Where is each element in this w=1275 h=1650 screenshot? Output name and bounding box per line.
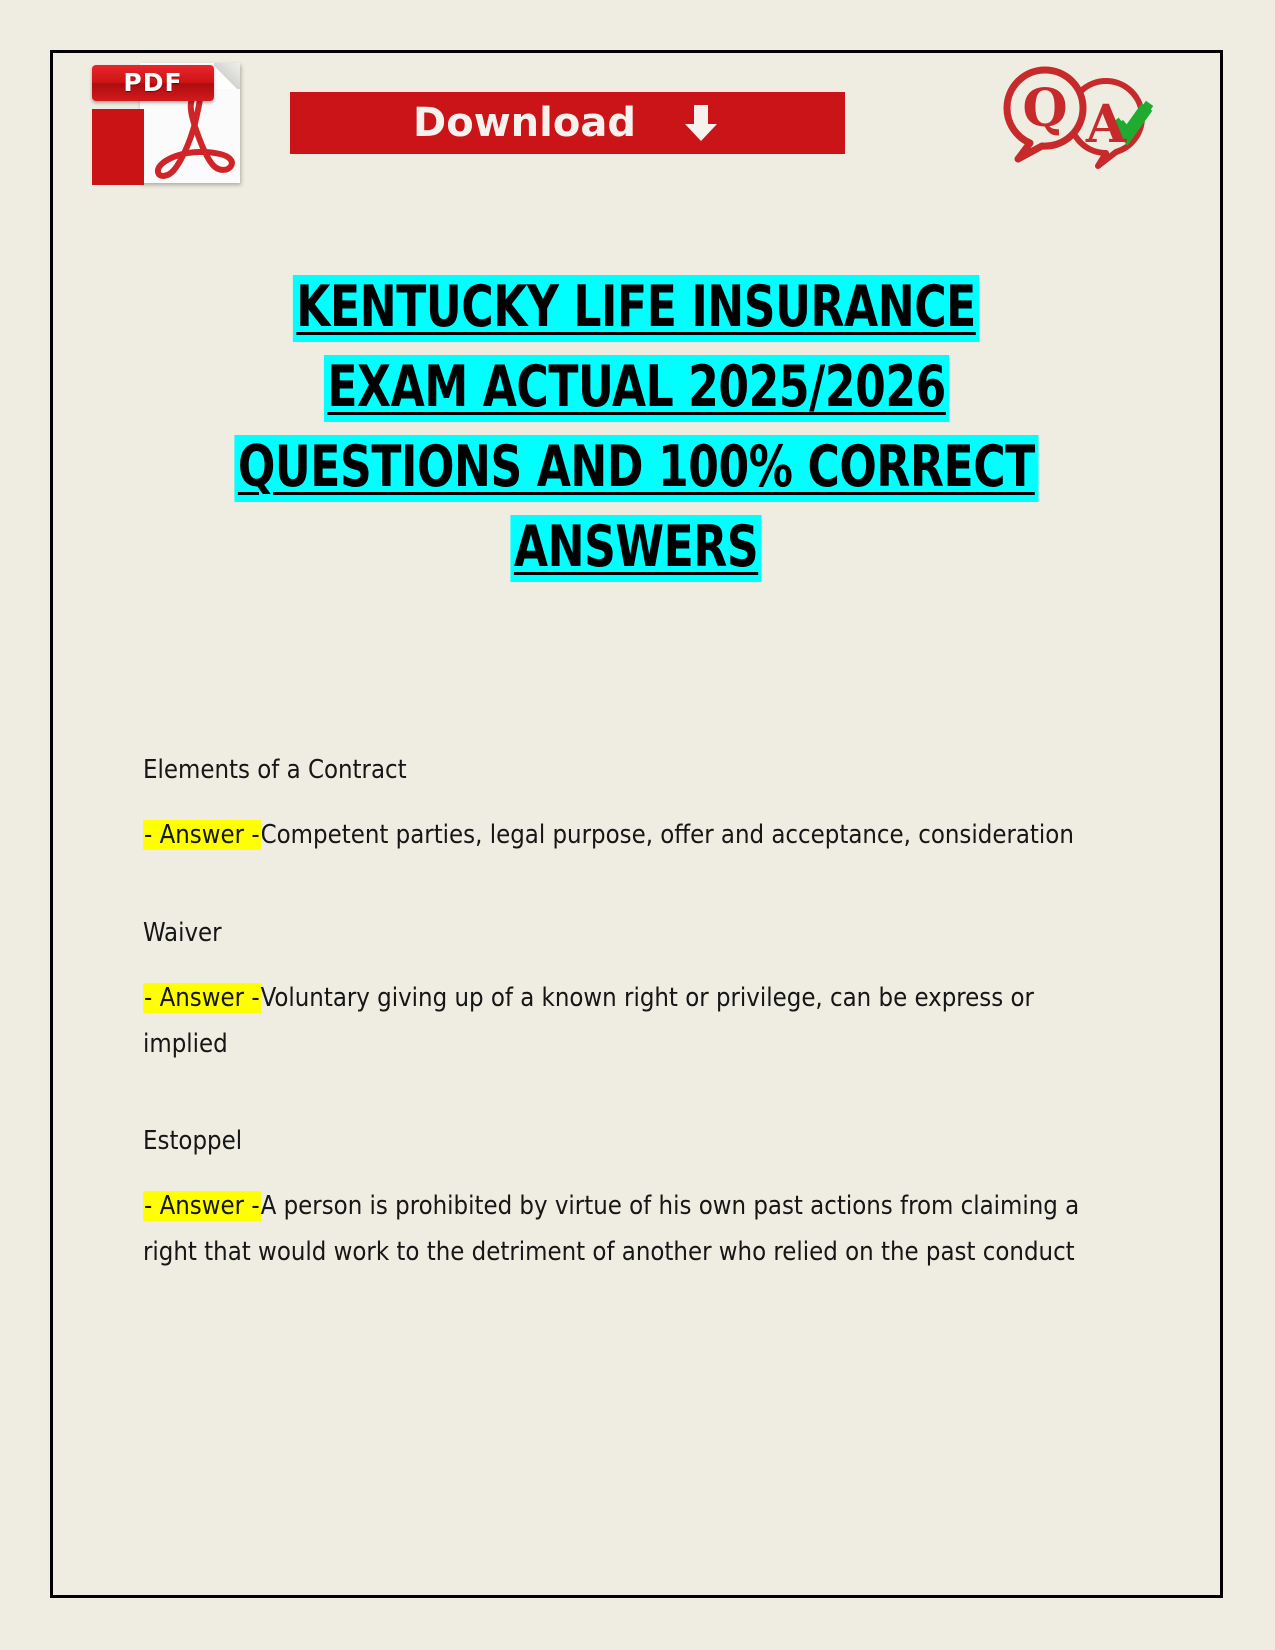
answer-text: Competent parties, legal purpose, offer and acceptance, consideration xyxy=(260,820,1074,851)
title-line-3-text: QUESTIONS AND 100% CORRECT xyxy=(235,435,1039,502)
download-button[interactable] xyxy=(290,92,845,154)
qa-q-letter: Q xyxy=(1022,78,1068,139)
qa-a-letter: A xyxy=(1085,94,1127,155)
question-term: Estoppel xyxy=(143,1125,243,1156)
answer-paragraph xyxy=(143,976,1083,1067)
document-header xyxy=(50,50,1223,200)
pdf-label: PDF xyxy=(92,65,214,101)
title-line-2-text: EXAM ACTUAL 2025/2026 xyxy=(324,355,949,422)
download-button-label: Download xyxy=(413,100,636,146)
qa-badge-icon xyxy=(990,52,1160,182)
qa-item xyxy=(143,1119,1083,1275)
title-line-3 xyxy=(50,435,1223,502)
answer-paragraph xyxy=(143,1184,1083,1275)
question-term: Waiver xyxy=(143,917,222,948)
pdf-folded-corner-icon xyxy=(214,63,240,89)
pdf-file-icon[interactable] xyxy=(92,57,242,185)
qa-item xyxy=(143,748,1083,859)
title-line-1-text: KENTUCKY LIFE INSURANCE xyxy=(293,275,979,342)
acrobat-swoosh-icon xyxy=(152,93,236,179)
title-line-1 xyxy=(50,275,1223,342)
title-line-4-text: ANSWERS xyxy=(511,515,762,582)
answer-text: Voluntary giving up of a known right or privilege, can be express or implied xyxy=(143,983,1034,1059)
answer-text: A person is prohibited by virtue of his own past actions from claiming a right that would work to the detriment of another who relied on the past conduct xyxy=(143,1191,1080,1267)
download-arrow-icon xyxy=(680,102,722,144)
answer-paragraph xyxy=(143,813,1083,858)
answer-tag: - Answer - xyxy=(144,1191,260,1222)
answer-tag: - Answer - xyxy=(144,983,260,1014)
title-line-4 xyxy=(50,515,1223,582)
answer-tag: - Answer - xyxy=(144,820,260,851)
pdf-red-block xyxy=(92,109,144,185)
question-term: Elements of a Contract xyxy=(143,755,407,785)
title-line-2 xyxy=(50,355,1223,422)
qa-content-list xyxy=(143,748,1083,1275)
qa-item xyxy=(143,911,1083,1067)
page-title xyxy=(50,275,1223,595)
